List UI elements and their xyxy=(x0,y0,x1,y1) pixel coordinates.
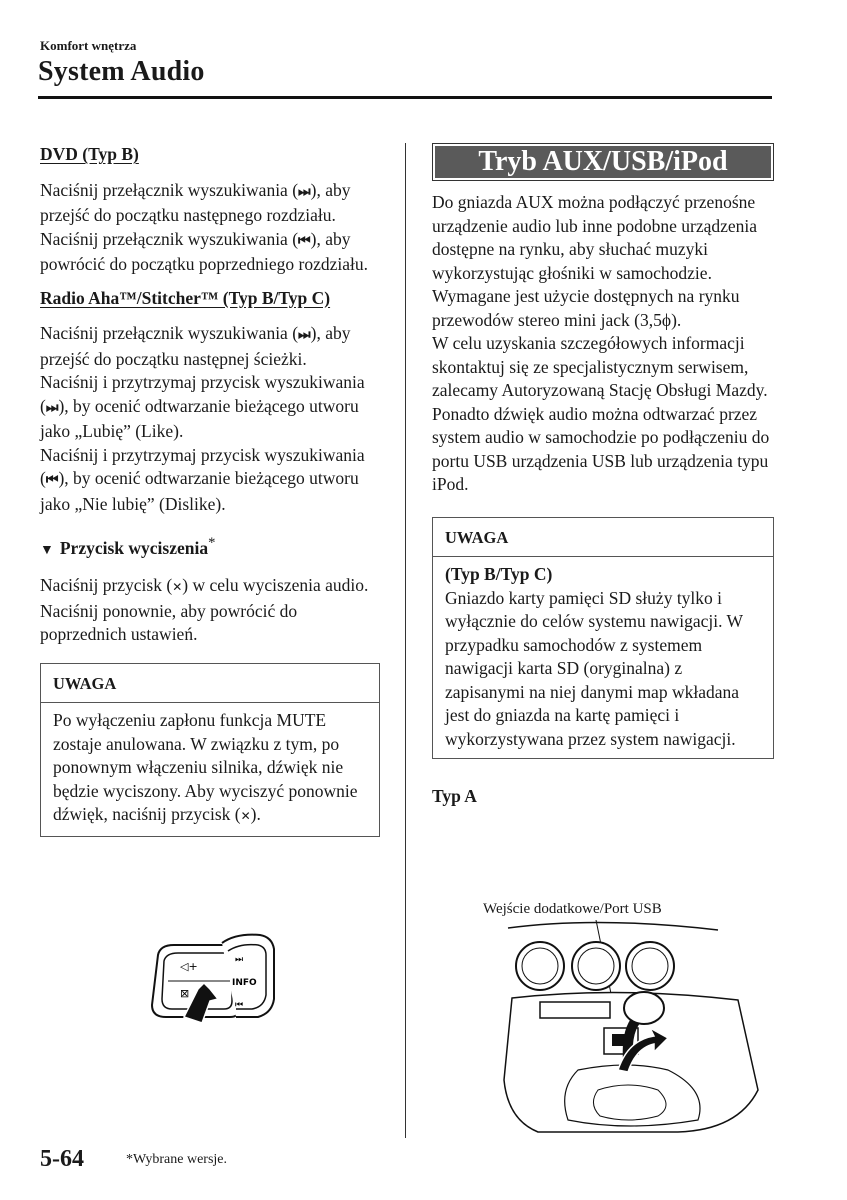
radio-paragraph-3 xyxy=(40,444,380,517)
dvd-paragraph-prev xyxy=(40,228,380,277)
title-rule xyxy=(38,96,772,99)
radio-heading: Radio Aha™/Stitcher™ (Typ B/Typ C) xyxy=(40,287,331,308)
text: ) w celu wyciszenia audio. Naciśnij ponownie, aby powrócić do poprzednich ustawień. xyxy=(40,575,369,645)
radio-paragraph-2 xyxy=(40,371,380,444)
triangle-bullet-icon: ▼ xyxy=(40,542,54,558)
next-track-icon: ⏭ xyxy=(298,183,311,200)
column-divider xyxy=(405,143,406,1138)
radio-paragraph-1 xyxy=(40,322,380,371)
right-column xyxy=(432,143,774,809)
section-banner: Tryb AUX/USB/iPod xyxy=(432,143,774,181)
text: ), aby przejść do początku następnej ścieżki. xyxy=(40,323,351,369)
mute-icon: ✕ xyxy=(172,580,183,595)
mute-icon: ✕ xyxy=(240,809,251,824)
mute-heading xyxy=(40,532,380,562)
text: Po wyłączeniu zapłonu funkcja MUTE zostaje anulowana. W związku z tym, po ponownym włączeniu silnika, dźwięk nie będzie wyciszony. Aby wyciszyć ponownie dźwięk, naciśnij przycisk ( xyxy=(53,710,358,825)
diameter-symbol: ϕ xyxy=(661,309,672,330)
next-track-icon: ⏭ xyxy=(298,327,311,343)
note-body xyxy=(41,703,379,836)
aux-intro: Do gniazda AUX można podłączyć przenośne urządzenie audio lub inne podobne urządzenia dostępne na rynku, aby słuchać muzyki wykorzystując głośniki w samochodzie. xyxy=(432,192,758,283)
service-paragraph: W celu uzyskania szczegółowych informacji skontaktuj się ze specjalistycznym serwisem, zalecamy Autoryzowaną Stację Obsługi Mazdy. xyxy=(432,333,768,400)
callout-label: Wejście dodatkowe/Port USB xyxy=(483,901,662,917)
text: Naciśnij przełącznik wyszukiwania ( xyxy=(40,228,299,249)
prev-switch-icon: ⏮ xyxy=(235,1000,244,1010)
note-box-left xyxy=(40,663,380,837)
aux-jack-paragraph xyxy=(432,285,774,332)
note-box-right xyxy=(432,517,774,760)
footnote-star: * xyxy=(208,535,216,551)
text: ). xyxy=(250,804,261,825)
text: ), by ocenić odtwarzanie bieżącego utworu jako „Lubię” (Like). xyxy=(40,395,359,441)
dvd-paragraph-next xyxy=(40,179,380,228)
page-number: 5-64 xyxy=(40,1146,84,1172)
info-switch-label: INFO xyxy=(232,978,257,988)
mute-switch-icon: ⊠ xyxy=(180,987,190,1000)
text: Naciśnij przycisk ( xyxy=(40,575,173,596)
text: Naciśnij i przytrzymaj przycisk wyszukiwania ( xyxy=(40,444,365,488)
next-track-icon: ⏭ xyxy=(45,399,59,416)
mute-heading-text: Przycisk wyciszenia xyxy=(59,537,209,558)
prev-track-icon: ⏮ xyxy=(45,472,59,488)
left-column xyxy=(40,143,380,837)
console-illustration xyxy=(478,920,768,1135)
page-title: System Audio xyxy=(38,56,205,87)
note-heading: UWAGA xyxy=(41,664,379,704)
note-text: Gniazdo karty pamięci SD służy tylko i wyłącznie do celów systemu nawigacji. W przypadku samochodów z systemem nawigacji karta SD (oryginalna) z zapisanymi na niej danymi map wkładana jest do gniazda na kartę pamięci i wykorzystywana przez system nawigacji. xyxy=(445,587,743,749)
text: ). xyxy=(671,309,682,330)
text: Naciśnij i przytrzymaj przycisk wyszukiwania ( xyxy=(40,372,365,416)
mute-paragraph xyxy=(40,574,380,647)
next-switch-icon: ⏭ xyxy=(235,955,244,965)
chapter-label: Komfort wnętrza xyxy=(40,38,137,53)
footer-note: *Wybrane wersje. xyxy=(126,1152,228,1167)
text: ), aby powrócić do początku poprzedniego rozdziału. xyxy=(40,228,368,274)
usb-paragraph: Ponadto dźwięk audio można odtwarzać przez system audio w samochodzie po podłączeniu do portu USB urządzenia USB lub urządzenia typu iPod. xyxy=(432,403,770,494)
note-heading: UWAGA xyxy=(433,518,773,558)
prev-track-icon: ⏮ xyxy=(298,232,311,249)
text: ), by ocenić odtwarzanie bieżącego utworu jako „Nie lubię” (Dislike). xyxy=(40,468,359,514)
steering-switch-illustration xyxy=(140,925,280,1025)
text: Naciśnij przełącznik wyszukiwania ( xyxy=(40,323,299,343)
text: Wymagane jest użycie dostępnych na rynku przewodów stereo mini jack (3,5 xyxy=(432,286,740,330)
note-subheading: (Typ B/Typ C) xyxy=(445,564,553,584)
dvd-heading: DVD (Typ B) xyxy=(40,144,139,164)
typ-a-heading: Typ A xyxy=(432,786,477,806)
note-body xyxy=(433,557,773,758)
text: Naciśnij przełącznik wyszukiwania ( xyxy=(40,179,299,200)
text: ), aby przejść do początku następnego rozdziału. xyxy=(40,179,351,225)
volume-up-label: ◁+ xyxy=(180,960,198,973)
